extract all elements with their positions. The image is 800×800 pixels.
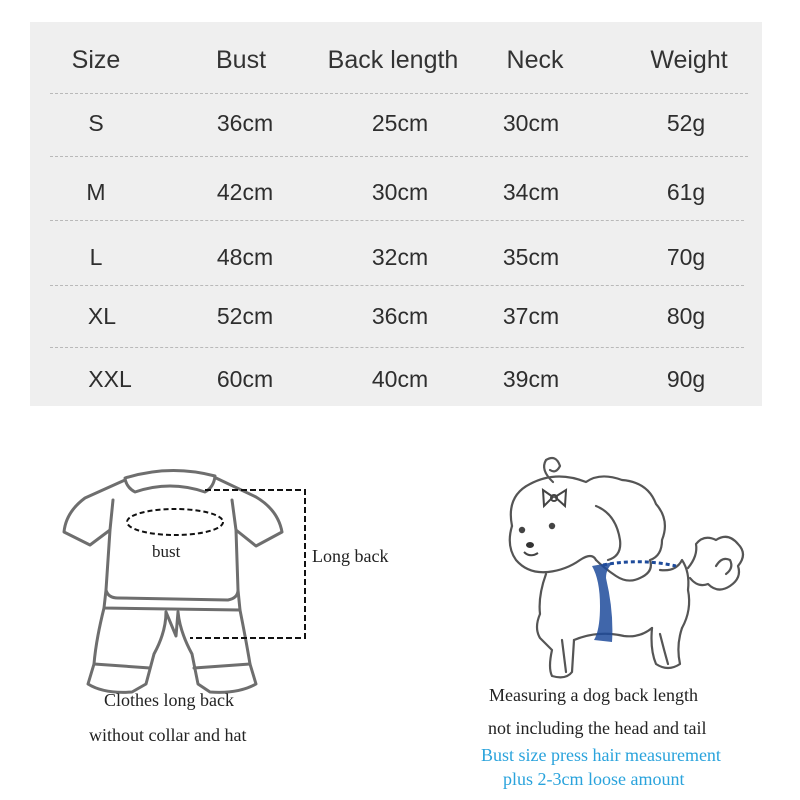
long-back-label: Long back (312, 546, 389, 566)
header-bust: Bust (215, 46, 267, 74)
cell-back-length: 30cm (371, 179, 429, 205)
header-size: Size (71, 46, 121, 74)
cell-neck: 35cm (502, 244, 560, 270)
cell-size: M (86, 179, 106, 205)
cell-bust: 60cm (216, 366, 274, 392)
clothes-caption-line1: Clothes long back (104, 690, 234, 710)
cell-weight: 90g (666, 366, 706, 392)
cell-size: S (88, 110, 104, 136)
header-neck: Neck (506, 46, 564, 74)
cell-back-length: 32cm (371, 244, 429, 270)
cell-bust: 36cm (216, 110, 274, 136)
cell-back-length: 36cm (371, 303, 429, 329)
bust-label: bust (152, 542, 181, 561)
cell-weight: 61g (666, 179, 706, 205)
cell-size: XXL (88, 366, 132, 392)
bust-note-line1: Bust size press hair measurement (481, 745, 721, 765)
cell-bust: 42cm (216, 179, 274, 205)
cell-weight: 52g (666, 110, 706, 136)
cell-neck: 30cm (502, 110, 560, 136)
header-back-length: Back length (327, 46, 459, 74)
cell-size: L (89, 244, 103, 270)
cell-bust: 48cm (216, 244, 274, 270)
dog-caption-line2: not including the head and tail (488, 718, 707, 738)
dog-caption-line1: Measuring a dog back length (489, 685, 698, 705)
header-weight: Weight (650, 46, 728, 74)
cell-size: XL (87, 303, 117, 329)
cell-weight: 70g (666, 244, 706, 270)
clothes-caption-line2: without collar and hat (89, 725, 247, 745)
cell-bust: 52cm (216, 303, 274, 329)
cell-back-length: 40cm (371, 366, 429, 392)
cell-neck: 34cm (502, 179, 560, 205)
cell-back-length: 25cm (371, 110, 429, 136)
cell-neck: 39cm (502, 366, 560, 392)
cell-weight: 80g (666, 303, 706, 329)
bust-note-line2: plus 2-3cm loose amount (503, 769, 685, 789)
cell-neck: 37cm (502, 303, 560, 329)
